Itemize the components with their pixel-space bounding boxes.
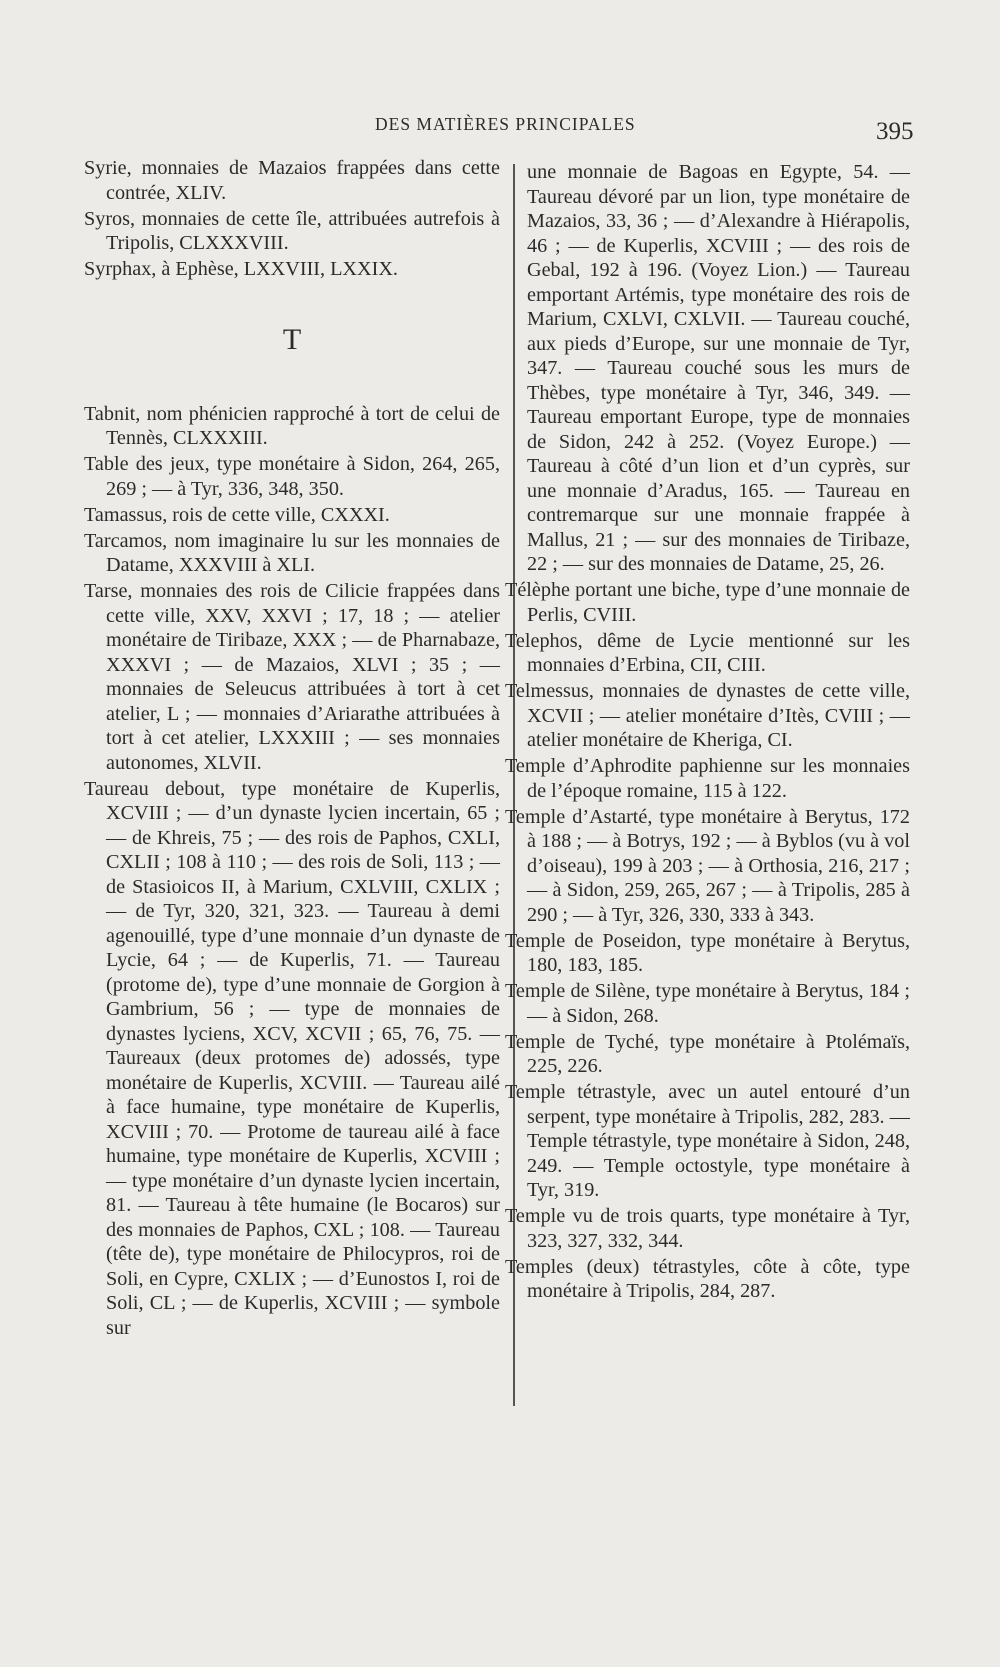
right-column (505, 160, 910, 1305)
running-header (0, 114, 1000, 144)
index-entry: Temple de Silène, type monétaire à Berytus, 184 ; — à Sidon, 268. (505, 980, 910, 1027)
page-number: 395 (876, 118, 914, 145)
index-entry: Syros, monnaies de cette île, attribuées autrefois à Tripolis, CLXXXVIII. (84, 207, 500, 254)
index-entry-continuation: une monnaie de Bagoas en Egypte, 54. — Taureau dévoré par un lion, type monétaire de Mazaios, 33, 36 ; — d’Alexandre à Hiérapolis, 46 ; — de Kuperlis, XCVIII ; — des rois de Gebal, 192 à 196. (Voyez Lion.) — Taureau emportant Artémis, type monétaire des rois de Marium, CXLVI, CXLVII. — Taureau couché, aux pieds d’Europe, sur une monnaie de Tyr, 347. — Taureau couché sous les murs de Thèbes, type monétaire à Tyr, 346, 349. — Taureau emportant Europe, type de monnaies de Sidon, 242 à 252. (Voyez Europe.) — Taureau à côté d’un lion et d’un cyprès, sur une monnaie d’Aradus, 165. — Taureau en contremarque sur une monnaie frappée à Mallus, 21 ; — sur des monnaies de Tiribaze, 22 ; — sur des monnaies de Datame, 25, 26. (527, 161, 910, 575)
index-entry: Tamassus, rois de cette ville, CXXXI. (84, 503, 390, 526)
index-entry: Tabnit, nom phénicien rapproché à tort de celui de Tennès, CLXXXIII. (84, 402, 500, 449)
index-entry: Table des jeux, type monétaire à Sidon, 264, 265, 269 ; — à Tyr, 336, 348, 350. (84, 453, 500, 500)
index-entry: Tarse, monnaies des rois de Cilicie frappées dans cette ville, XXV, XXVI ; 17, 18 ; — atelier monétaire de Tiribaze, XXX ; — de Pharnabaze, XXXVI ; — de Mazaios, XLVI ; 35 ; — monnaies de Seleucus attribuées à tort à cet atelier, L ; — monnaies d’Ariarathe attribuées à tort à cet atelier, LXXXIII ; — ses monnaies autonomes, XLVII. (84, 580, 500, 774)
index-entry: Syrphax, à Ephèse, LXXVIII, LXXIX. (84, 258, 398, 280)
index-entry: Taureau debout, type monétaire de Kuperlis, XCVIII ; — d’un dynaste lycien incertain, 65 ; — de Khreis, 75 ; — des rois de Paphos, CXLI, CXLII ; 108 à 110 ; — des rois de Soli, 113 ; — de Stasioicos II, à Marium, CXLVIII, CXLIX ; — de Tyr, 320, 321, 323. — Taureau à demi agenouillé, type d’une monnaie d’un dynaste de Lycie, 64 ; — de Kuperlis, 71. — Taureau (protome de), type d’une monnaie de Gorgion à Gambrium, 56 ; — type de monnaies de dynastes lyciens, XCV, XCVII ; 65, 76, 75. — Taureaux (deux protomes de) adossés, type monétaire de Kuperlis, XCVIII. — Taureau ailé à face humaine, type monétaire de Kuperlis, XCVIII ; 70. — Protome de taureau ailé à face humaine, type monétaire de Kuperlis, XCVIII ; — type monétaire d’un dynaste lycien incertain, 81. — Taureau à tête humaine (le Bocaros) sur des monnaies de Paphos, CXL ; 108. — Taureau (tête de), type monétaire de Philocypros, roi de Soli, en Cypre, CXLIX ; — d’Eunostos I, roi de Soli, CL ; — de Kuperlis, XCVIII ; — symbole sur (84, 777, 500, 1339)
left-column (84, 156, 500, 1342)
index-entry: Tarcamos, nom imaginaire lu sur les monnaies de Datame, XXXVIII à XLI. (84, 529, 500, 576)
section-letter: T (282, 322, 302, 356)
index-entry: Telmessus, monnaies de dynastes de cette ville, XCVII ; — atelier monétaire d’Itès, CVIII ; — atelier monétaire de Kheriga, CI. (505, 680, 910, 751)
index-entry: Temples (deux) tétrastyles, côte à côte, type monétaire à Tripolis, 284, 287. (505, 1255, 910, 1302)
index-entry: Syrie, monnaies de Mazaios frappées dans cette contrée, XLIV. (84, 157, 500, 204)
index-entry: Temple d’Astarté, type monétaire à Berytus, 172 à 188 ; — à Botrys, 192 ; — à Byblos (vu à vol d’oiseau), 199 à 203 ; — à Orthosia, 216, 217 ; — à Sidon, 259, 265, 267 ; — à Tripolis, 285 à 290 ; — à Tyr, 326, 330, 333 à 343. (505, 805, 910, 926)
index-entry: Temple de Tyché, type monétaire à Ptolémaïs, 225, 226. (505, 1030, 910, 1077)
header-title: DES MATIÈRES PRINCIPALES (375, 114, 636, 134)
index-entry: Télèphe portant une biche, type d’une monnaie de Perlis, CVIII. (505, 579, 910, 626)
index-entry: Temple tétrastyle, avec un autel entouré d’un serpent, type monétaire à Tripolis, 282, 283. — Temple tétrastyle, type monétaire à Sidon, 248, 249. — Temple octostyle, type monétaire à Tyr, 319. (505, 1081, 910, 1201)
index-entry: Temple de Poseidon, type monétaire à Berytus, 180, 183, 185. (505, 929, 910, 976)
index-entry: Temple vu de trois quarts, type monétaire à Tyr, 323, 327, 332, 344. (505, 1205, 910, 1252)
index-entry: Telephos, dême de Lycie mentionné sur les monnaies d’Erbina, CII, CIII. (505, 629, 910, 676)
index-entry: Temple d’Aphrodite paphienne sur les monnaies de l’époque romaine, 115 à 122. (505, 755, 910, 802)
